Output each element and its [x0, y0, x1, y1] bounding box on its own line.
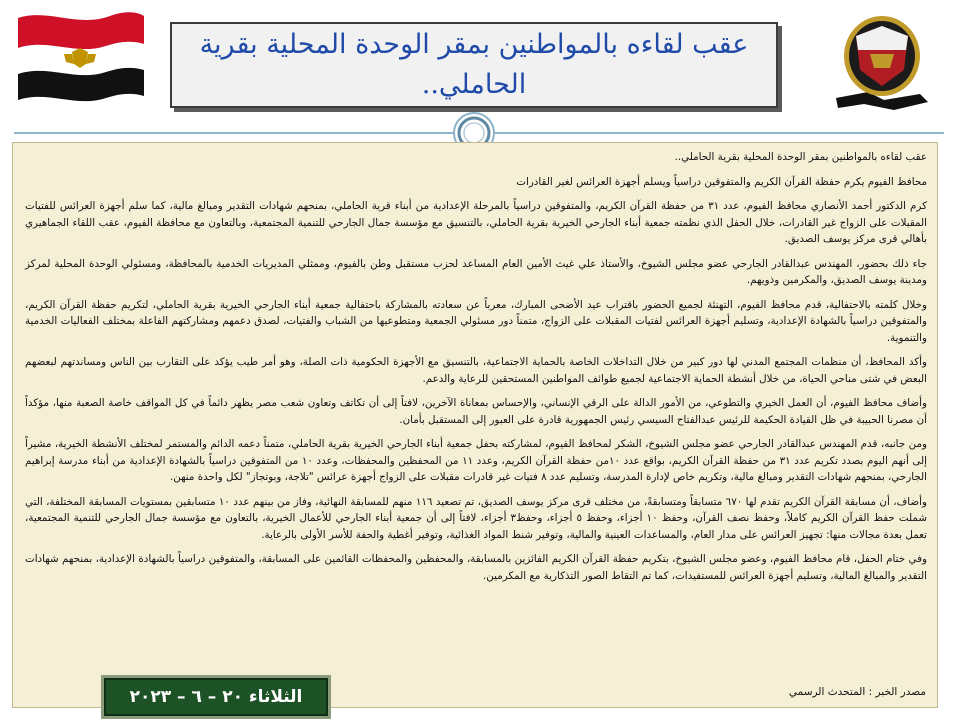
article-paragraph: وأكد المحافظ، أن منظمات المجتمع المدني لها دور كبير من خلال التداخلات الخاصة بالحماية الاجتماعية، بالتنسيق مع الأجهزة الحكومية ذات الصلة، وهو أمر طيب يؤكد على التقارب بين الناس ومساندتهم لبعضهم البعض في شتى مناحي الحياة، من خلال أنشطة الحماية الاجتماعية لجميع طوائف المواطنين المستحقين للرعاية والدعم.	[25, 356, 927, 385]
article-body	[13, 143, 937, 584]
page-header	[0, 0, 960, 140]
article-paragraph: وفي ختام الحفل، قام محافظ الفيوم، وعضو مجلس الشيوخ، بتكريم حفظة القرآن الكريم الفائزين بالمسابقة، والمحفظين والمحفظات القائمين على المسابقة، والمتفوقين دراسياً بالشهادة الإعدادية، بمنحهم شهادات التقدير والمبالغ المالية، وتسليم أجهزة العرائس للمستفيدات، كما تم التقاط الصور التذكارية مع المكرمين.	[25, 553, 927, 582]
date-badge	[101, 675, 331, 719]
article-paragraph: وأضاف محافظ الفيوم، أن العمل الخيري والتطوعي، من الأمور الدالة على الرقي الإنساني، والإحساس بمعاناة الآخرين، لافتاً إلى أن تكاتف وتعاون شعب مصر يظهر دائماً في كل المواقف خاصة الصعبة منها، مؤكداً أن مصرنا الحبيبة في ظل القيادة الحكيمة للرئيس عبدالفتاح السيسي رئيس الجمهورية قادرة على العبور إلى المستقبل بأمان.	[25, 397, 927, 426]
governorate-logo-icon	[824, 10, 936, 114]
headline-box	[170, 22, 778, 108]
date-text: الثلاثاء ٢٠ – ٦ – ٢٠٢٣	[129, 687, 303, 707]
news-source: مصدر الخبر : المتحدث الرسمي	[788, 686, 926, 698]
article-paragraph: عقب لقاءه بالمواطنين بمقر الوحدة المحلية بقرية الحاملي..	[674, 151, 927, 163]
article-panel	[12, 142, 938, 708]
article-paragraph: جاء ذلك بحضور، المهندس عبدالقادر الجارحي عضو مجلس الشيوخ، والأستاذ علي غيث الأمين العام المساعد لحزب مستقبل وطن بالفيوم، وممثلي المديريات الخدمية بالمحافظة، ومسئولي الوحدة المحلية لمركز ومدينة يوسف الصديق، والمكرمين وذويهم.	[25, 257, 927, 286]
article-paragraph: وخلال كلمته بالاحتفالية، قدم محافظ الفيوم، التهنئة لجميع الحضور باقتراب عيد الأضحى المبارك، معرباً عن سعادته بالمشاركة باحتفالية جمعية أبناء الجارحي الخيرية بقرية الحاملي، لتكريم حفظة القرآن الكريم، والمتفوقين دراسياً بالشهادة الإعدادية، وتسليم أجهزة العرائس لفتيات المقبلات على الزواج، متمناً دور مسئولي الجمعية ومتطوعيها من الشباب والفتيات، لصدق دعمهم ومشاركتهم الفاعلة بمختلف الفعاليات الخدمية والتنموية.	[25, 298, 927, 344]
egypt-flag-icon	[14, 8, 148, 102]
article-paragraph: وأضاف، أن مسابقة القرآن الكريم تقدم لها ٦٧٠ متسابقاً ومتسابقةً، من مختلف قرى مركز يوسف الصديق، تم تصعيد ١١٦ منهم للمسابقة النهائية، وفاز من بينهم عدد ١٠ متسابقين بمستويات المسابقة المختلفة، التي شملت حفظ القرآن الكريم كاملاً، وحفظ نصف القرآن، وحفظ ١٠ أجزاء، وحفظ ٥ أجزاء، وحفظ٣ أجزاء، لافتاً إلى أن جمعية أبناء الجارحي للأعمال الخيرية، بالتعاون مع مؤسسة جمال الجارحي للتنمية المجتمعية، تعمل بعدة مجالات منها: تجهيز العرائس على مدار العام، والمساعدات العينية والمالية، وتوفير شنط المواد الغذائية، وتوفير أغطية والحفة للأسر الأولى بالرعاية.	[25, 495, 927, 541]
article-paragraph: ومن جانبه، قدم المهندس عبدالقادر الجارحي عضو مجلس الشيوخ، الشكر لمحافظ الفيوم، لمشاركته بحفل جمعية أبناء الجارحي الخيرية بقرية الحاملي، متمناً دعمه الدائم والمستمر لمختلف الأنشطة الخيرية، مشيراً إلى أنهم اليوم بصدد تكريم عدد ٣١ من حفظة القرآن الكريم، بواقع عدد ١٠من حفظة القرآن الكريم، وعدد ١١ من المحفظين والمحفظات، وعدد ١٠ من المتفوقين دراسياً بالشهادة الإعدادية من أبناء مدرسة إبراهيم الجارحي، بمنحهم شهادات التقدير ومبالغ مالية، وتكريم خاص لإدارة المدرسة، وتسليم عدد ٨ فتيات غير قادرات مقبلات على الزواج أجهزة عرائس "تلاجة، وبوتجاز" لكل واحدة منهن.	[25, 438, 928, 483]
headline-title: عقب لقاءه بالمواطنين بمقر الوحدة المحلية بقرية الحاملي..	[199, 29, 749, 100]
article-paragraph: محافظ الفيوم يكرم حفظة القرآن الكريم والمتفوقين دراسياً ويسلم أجهزة العرائس لغير القادرات	[516, 175, 927, 188]
article-paragraph: كرم الدكتور أحمد الأنصاري محافظ الفيوم، عدد ٣١ من حفظة القرآن الكريم، والمتفوقين دراسياً بالمرحلة الإعدادية من أبناء قرية الحاملي، بمنحهم شهادات التقدير ومبالغ مالية، كما سلم أجهزة العرائس للفتيات المقبلات على الزواج غير القادرات، خلال الحفل الذي نظمته جمعية أبناء الجارحي الخيرية بقرية الحاملي، بالتنسيق مع مؤسسة جمال الجارحي للتنمية المجتمعية، وبالتعاون مع محافظة الفيوم، عقب اللقاء الجماهيري بأهالي قرى مركز يوسف الصديق.	[25, 200, 928, 245]
